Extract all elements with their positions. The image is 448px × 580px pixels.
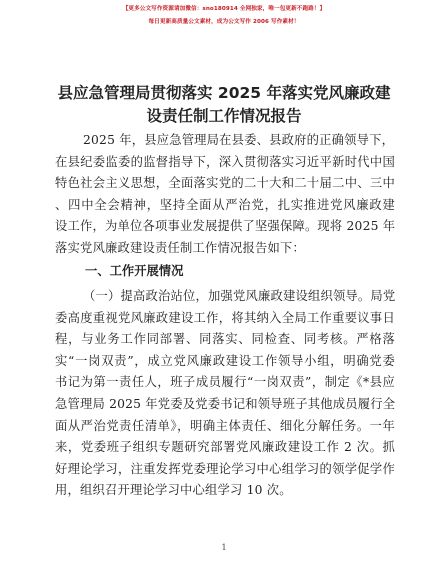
- promo-banner: [0, 3, 448, 29]
- section1-line: （一）提高政治站位，加强党风廉政建设组织领导。局党: [83, 289, 396, 303]
- intro-line: 设工作，为单位各项事业发展提供了坚强保障。现将 2025 年: [55, 219, 396, 234]
- section1-line: 面从严治党责任清单》，明确主体责任、细化分解任务。一年: [55, 418, 395, 433]
- section1-line: 来，党委班子组织专题研究部署党风廉政建设工作 2 次。抓: [55, 440, 395, 455]
- title-line1: 县应急管理局贯彻落实 2025 年落实党风廉政建: [57, 84, 391, 102]
- intro-line: 特色社会主义思想，全面落实党的二十大和二十届二中、三中: [55, 176, 395, 191]
- section1-line: 实“一岗双责”，成立党风廉政建设工作领导小组，明确党委: [55, 353, 395, 368]
- intro-line: 2025 年，县应急管理局在县委、县政府的正确领导下，: [83, 133, 395, 147]
- section1-paragraph: [55, 286, 395, 502]
- section1-line: 委高度重视党风廉政建设工作，将其纳入全局工作重要议事日: [55, 310, 395, 325]
- section-heading: 一、工作开展情况: [85, 264, 184, 278]
- intro-line: 在县纪委监委的监督指导下，深入贯彻落实习近平新时代中国: [55, 154, 395, 169]
- promo-banner-line2: 每日更新高质量公文素材，成为公文写作 2006 写作素材！: [148, 19, 300, 25]
- intro-line: 落实党风廉政建设责任制工作情况报告如下：: [55, 240, 305, 255]
- section1-line: 程，与业务工作同部署、同落实、同检查、同考核。严格落: [55, 332, 395, 347]
- section1-line: 书记为第一责任人，班子成员履行“一岗双责”，制定《*县应: [55, 375, 395, 390]
- section1-line: 用，组织召开理论学习中心组学习 10 次。: [55, 483, 292, 498]
- page-number: 1: [221, 543, 227, 552]
- intro-line: 、四中全会精神，坚持全面从严治党，扎实推进党风廉政建: [55, 197, 395, 212]
- promo-banner-line1: 【更多公文写作资源请加微信：sno180914 全网独家，唯一包更新不跑路！】: [122, 6, 326, 12]
- section1-line: 急管理局 2025 年党委及党委书记和领导班子其他成员履行全: [55, 396, 396, 411]
- intro-paragraph: [55, 130, 395, 260]
- title-line2: 设责任制工作情况报告: [146, 107, 302, 125]
- section1-line: 好理论学习，注重发挥党委理论学习中心组学习的领学促学作: [55, 461, 395, 476]
- document-title: [40, 82, 408, 128]
